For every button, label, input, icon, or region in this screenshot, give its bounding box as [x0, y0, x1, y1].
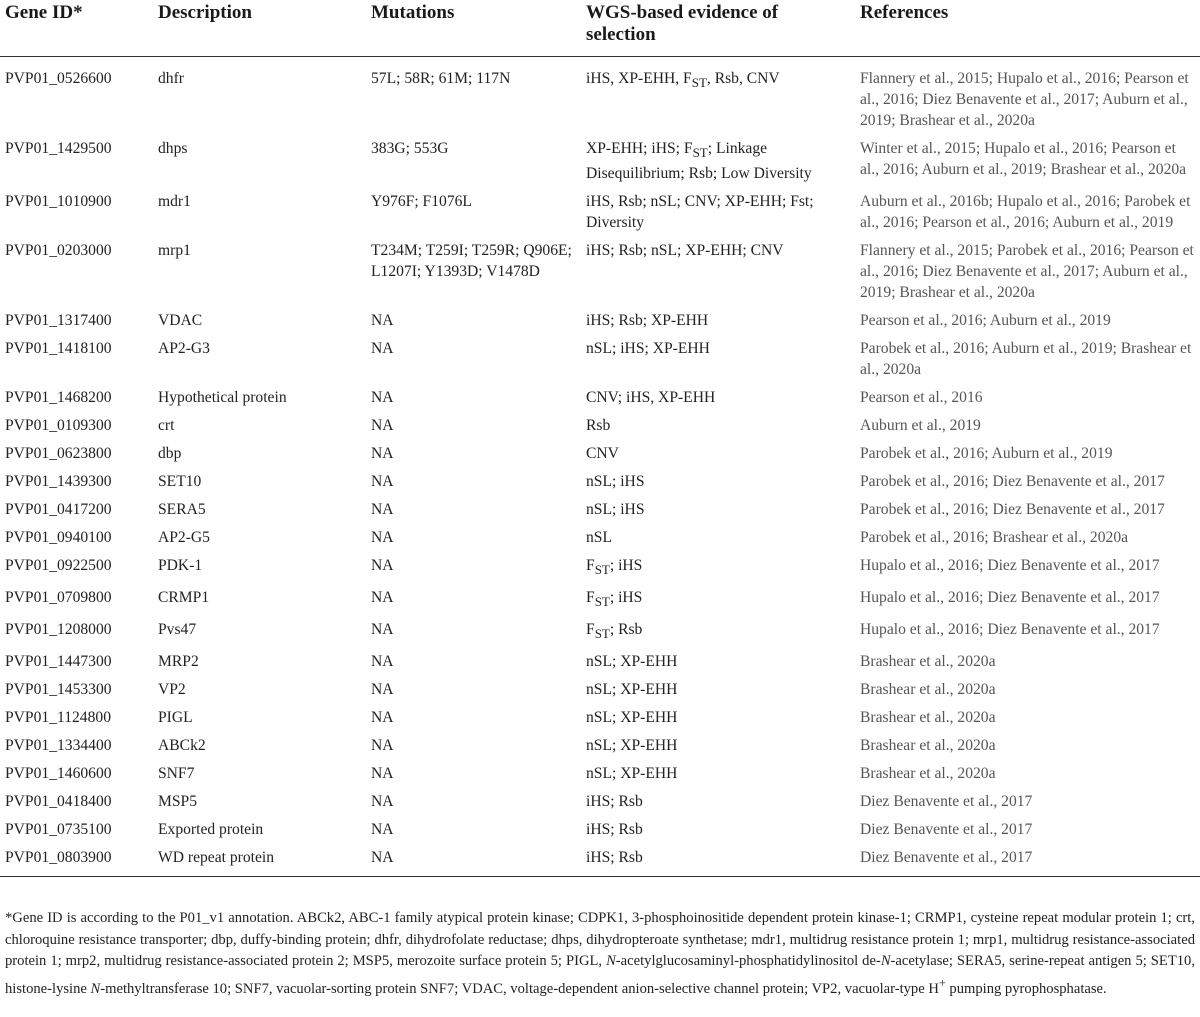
description-cell: WD repeat protein: [158, 849, 275, 867]
references-cell: Pearson et al., 2016; Auburn et al., 2019: [860, 312, 1111, 330]
mutations-cell: NA: [371, 417, 394, 435]
gene-id-cell: PVP01_1447300: [5, 653, 112, 671]
mutations-cell: NA: [371, 473, 394, 491]
description-cell: crt: [158, 417, 175, 435]
references-cell: Parobek et al., 2016; Diez Benavente et al., 2017: [860, 501, 1165, 519]
references-cell: Parobek et al., 2016; Auburn et al., 2019: [860, 445, 1113, 463]
table-row: [0, 735, 1200, 763]
references-cell: Auburn et al., 2019: [860, 417, 981, 435]
mutations-cell: NA: [371, 653, 394, 671]
evidence-cell: nSL; iHS: [586, 473, 645, 491]
references-cell: Brashear et al., 2020a: [860, 737, 996, 755]
evidence-cell: CNV: [586, 445, 619, 463]
mutations-cell: NA: [371, 621, 394, 639]
mutations-cell: NA: [371, 793, 394, 811]
gene-id-cell: PVP01_0922500: [5, 557, 112, 575]
description-cell: MRP2: [158, 653, 199, 671]
gene-id-cell: PVP01_1418100: [5, 340, 112, 358]
description-cell: dhfr: [158, 70, 184, 87]
references-cell: Brashear et al., 2020a: [860, 765, 996, 783]
mutations-cell: NA: [371, 589, 394, 607]
evidence-cell: nSL; XP-EHH: [586, 709, 678, 727]
table-row: [0, 555, 1200, 587]
description-cell: AP2-G3: [158, 340, 210, 358]
mutations-cell: 383G; 553G: [371, 140, 449, 157]
evidence-cell: nSL; iHS: [586, 501, 645, 519]
description-cell: mdr1: [158, 193, 191, 211]
evidence-cell: $F_{ST}$; Rsb: [586, 621, 643, 642]
mutations-cell: NA: [371, 765, 394, 783]
evidence-cell: nSL; XP-EHH: [586, 681, 678, 699]
mutations-cell: NA: [371, 849, 394, 867]
gene-id-cell: PVP01_0803900: [5, 849, 112, 867]
references-cell: Hupalo et al., 2016; Diez Benavente et al., 2017: [860, 621, 1160, 639]
evidence-cell: $F_{ST}$; iHS: [586, 589, 643, 610]
description-cell: SET10: [158, 473, 202, 491]
evidence-cell: Rsb: [586, 417, 611, 435]
evidence-cell: iHS, Rsb; nSL; CNV; XP-EHH; Fst; Diversity: [586, 193, 814, 232]
mutations-cell: NA: [371, 529, 394, 547]
references-cell: Hupalo et al., 2016; Diez Benavente et al., 2017: [860, 557, 1160, 575]
table-row: [0, 847, 1200, 877]
description-cell: SNF7: [158, 765, 195, 783]
description-cell: ABCk2: [158, 737, 206, 755]
references-cell: Diez Benavente et al., 2017: [860, 793, 1033, 811]
table-row: [0, 527, 1200, 555]
table-body: [0, 57, 1200, 877]
table-row: [0, 310, 1200, 338]
table-row: [0, 619, 1200, 651]
description-cell: Hypothetical protein: [158, 389, 287, 407]
table-row: [0, 499, 1200, 527]
gene-id-cell: PVP01_1468200: [5, 389, 112, 407]
references-cell: Pearson et al., 2016: [860, 389, 983, 407]
gene-id-cell: PVP01_1124800: [5, 709, 111, 727]
references-cell: Auburn et al., 2016b; Hupalo et al., 2016; Parobek et al., 2016; Pearson et al., 2016; Auburn et al., 2019: [860, 193, 1191, 232]
header-mutations: Mutations: [371, 2, 455, 23]
references-cell: Hupalo et al., 2016; Diez Benavente et al., 2017: [860, 589, 1160, 607]
references-cell: Brashear et al., 2020a: [860, 709, 996, 727]
header-gene-id: Gene ID*: [5, 2, 83, 23]
gene-id-cell: PVP01_0735100: [5, 821, 112, 839]
evidence-cell: iHS; Rsb; XP-EHH: [586, 312, 709, 330]
evidence-cell: iHS; Rsb; nSL; XP-EHH; CNV: [586, 242, 784, 260]
table-row: [0, 763, 1200, 791]
evidence-cell: $F_{ST}$; iHS: [586, 557, 643, 578]
table-row: [0, 415, 1200, 443]
gene-id-cell: PVP01_1334400: [5, 737, 112, 755]
evidence-cell: iHS; Rsb: [586, 793, 643, 811]
mutations-cell: NA: [371, 389, 394, 407]
table-row: [0, 679, 1200, 707]
gene-id-cell: PVP01_0526600: [5, 70, 112, 87]
evidence-cell: nSL: [586, 529, 612, 547]
gene-id-cell: PVP01_1453300: [5, 681, 112, 699]
mutations-cell: NA: [371, 737, 394, 755]
references-cell: Flannery et al., 2015; Parobek et al., 2016; Pearson et al., 2016; Diez Benavente et al., 2017; Auburn et al., 2019; Brashear et al., 2020a: [860, 242, 1194, 302]
evidence-cell: nSL; XP-EHH: [586, 653, 678, 671]
description-cell: VDAC: [158, 312, 203, 330]
mutations-cell: NA: [371, 821, 394, 839]
description-cell: dbp: [158, 445, 182, 463]
table-row: [0, 471, 1200, 499]
evidence-cell: iHS; Rsb: [586, 821, 643, 839]
gene-id-cell: PVP01_1317400: [5, 312, 112, 330]
references-cell: Parobek et al., 2016; Auburn et al., 2019; Brashear et al., 2020a: [860, 340, 1192, 379]
mutations-cell: NA: [371, 681, 394, 699]
header-evidence: WGS-based evidence of selection: [586, 2, 779, 45]
evidence-cell: CNV; iHS, XP-EHH: [586, 389, 716, 407]
table-row: [0, 138, 1200, 191]
table-row: [0, 387, 1200, 415]
gene-id-cell: PVP01_1208000: [5, 621, 112, 639]
mutations-cell: NA: [371, 557, 394, 575]
mutations-cell: Y976F; F1076L: [371, 193, 472, 211]
table-row: [0, 707, 1200, 735]
table-row: [0, 338, 1200, 387]
mutations-cell: NA: [371, 312, 394, 330]
evidence-cell: XP-EHH; iHS; $F_{ST}$; Linkage Disequilibrium; Rsb; Low Diversity: [586, 140, 812, 183]
gene-id-cell: PVP01_0417200: [5, 501, 112, 519]
table-row: [0, 587, 1200, 619]
table-row: [0, 651, 1200, 679]
header-description: Description: [158, 2, 252, 23]
description-cell: AP2-G5: [158, 529, 210, 547]
gene-id-cell: PVP01_0418400: [5, 793, 112, 811]
references-cell: Diez Benavente et al., 2017: [860, 821, 1033, 839]
table-row: [0, 191, 1200, 240]
gene-id-cell: PVP01_0623800: [5, 445, 112, 463]
references-cell: Parobek et al., 2016; Brashear et al., 2020a: [860, 529, 1129, 547]
gene-id-cell: PVP01_0940100: [5, 529, 112, 547]
table-row: [0, 819, 1200, 847]
references-cell: Flannery et al., 2015; Hupalo et al., 2016; Pearson et al., 2016; Diez Benavente et al., 2017; Auburn et al., 2019; Brashear et al., 2020a: [860, 70, 1189, 129]
description-cell: VP2: [158, 681, 186, 699]
gene-id-cell: PVP01_1460600: [5, 765, 112, 783]
gene-id-cell: PVP01_1429500: [5, 140, 112, 157]
mutations-cell: NA: [371, 709, 394, 727]
description-cell: PDK-1: [158, 557, 203, 575]
evidence-cell: nSL; XP-EHH: [586, 765, 678, 783]
references-cell: Winter et al., 2015; Hupalo et al., 2016; Pearson et al., 2016; Auburn et al., 2019; Brashear et al., 2020a: [860, 140, 1187, 178]
gene-id-cell: PVP01_1439300: [5, 473, 112, 491]
evidence-cell: nSL; iHS; XP-EHH: [586, 340, 710, 358]
description-cell: mrp1: [158, 242, 191, 260]
references-cell: Parobek et al., 2016; Diez Benavente et al., 2017: [860, 473, 1165, 491]
table-footnote: *Gene ID is according to the P01_v1 annotation. ABCk2, ABC-1 family atypical protein kinase; CDPK1, 3-phosphoinositide dependent protein kinase-1; CRMP1, cysteine repeat modular protein 1; crt, chloroquine resistance transporter; dbp, duffy-binding protein; dhfr, dihydrofolate reductase; dhps, dihydropteroate synthetase; mdr1, multidrug resistance protein 1; mrp1, multidrug resistance-associated protein 1; mrp2, multidrug resistance-associated protein 2; MSP5, merozoite surface protein 5; PIGL, N-acetylglucosaminyl-phosphatidylinositol de-N-acetylase; SERA5, serine-repeat antigen 5; SET10, histone-lysine N-methyltransferase 10; SNF7, vacuolar-sorting protein SNF7; VDAC, voltage-dependent anion-selective channel protein; VP2, vacuolar-type H+ pumping pyrophosphatase.: [5, 910, 1195, 997]
table-row: [0, 57, 1200, 139]
table-row: [0, 443, 1200, 471]
description-cell: PIGL: [158, 709, 193, 727]
gene-id-cell: PVP01_0709800: [5, 589, 112, 607]
mutations-cell: NA: [371, 445, 394, 463]
description-cell: MSP5: [158, 793, 198, 811]
description-cell: Exported protein: [158, 821, 264, 839]
description-cell: SERA5: [158, 501, 206, 519]
references-cell: Diez Benavente et al., 2017: [860, 849, 1033, 867]
header-references: References: [860, 2, 949, 23]
references-cell: Brashear et al., 2020a: [860, 653, 996, 671]
header-row: [0, 0, 1200, 57]
description-cell: Pvs47: [158, 621, 197, 639]
mutations-cell: NA: [371, 340, 394, 358]
table-row: [0, 791, 1200, 819]
description-cell: CRMP1: [158, 589, 210, 607]
table-row: [0, 240, 1200, 310]
mutations-cell: 57L; 58R; 61M; 117N: [371, 70, 511, 87]
mutations-cell: T234M; T259I; T259R; Q906E; L1207I; Y1393D; V1478D: [371, 242, 572, 281]
references-cell: Brashear et al., 2020a: [860, 681, 996, 699]
description-cell: dhps: [158, 140, 188, 157]
table-header: [0, 0, 1200, 57]
gene-id-cell: PVP01_0203000: [5, 242, 112, 260]
evidence-cell: iHS; Rsb: [586, 849, 643, 867]
evidence-cell: iHS, XP-EHH, $F_{ST}$, Rsb, CNV: [586, 70, 780, 91]
evidence-cell: nSL; XP-EHH: [586, 737, 678, 755]
gene-id-cell: PVP01_1010900: [5, 193, 112, 211]
gene-id-cell: PVP01_0109300: [5, 417, 112, 435]
mutations-cell: NA: [371, 501, 394, 519]
